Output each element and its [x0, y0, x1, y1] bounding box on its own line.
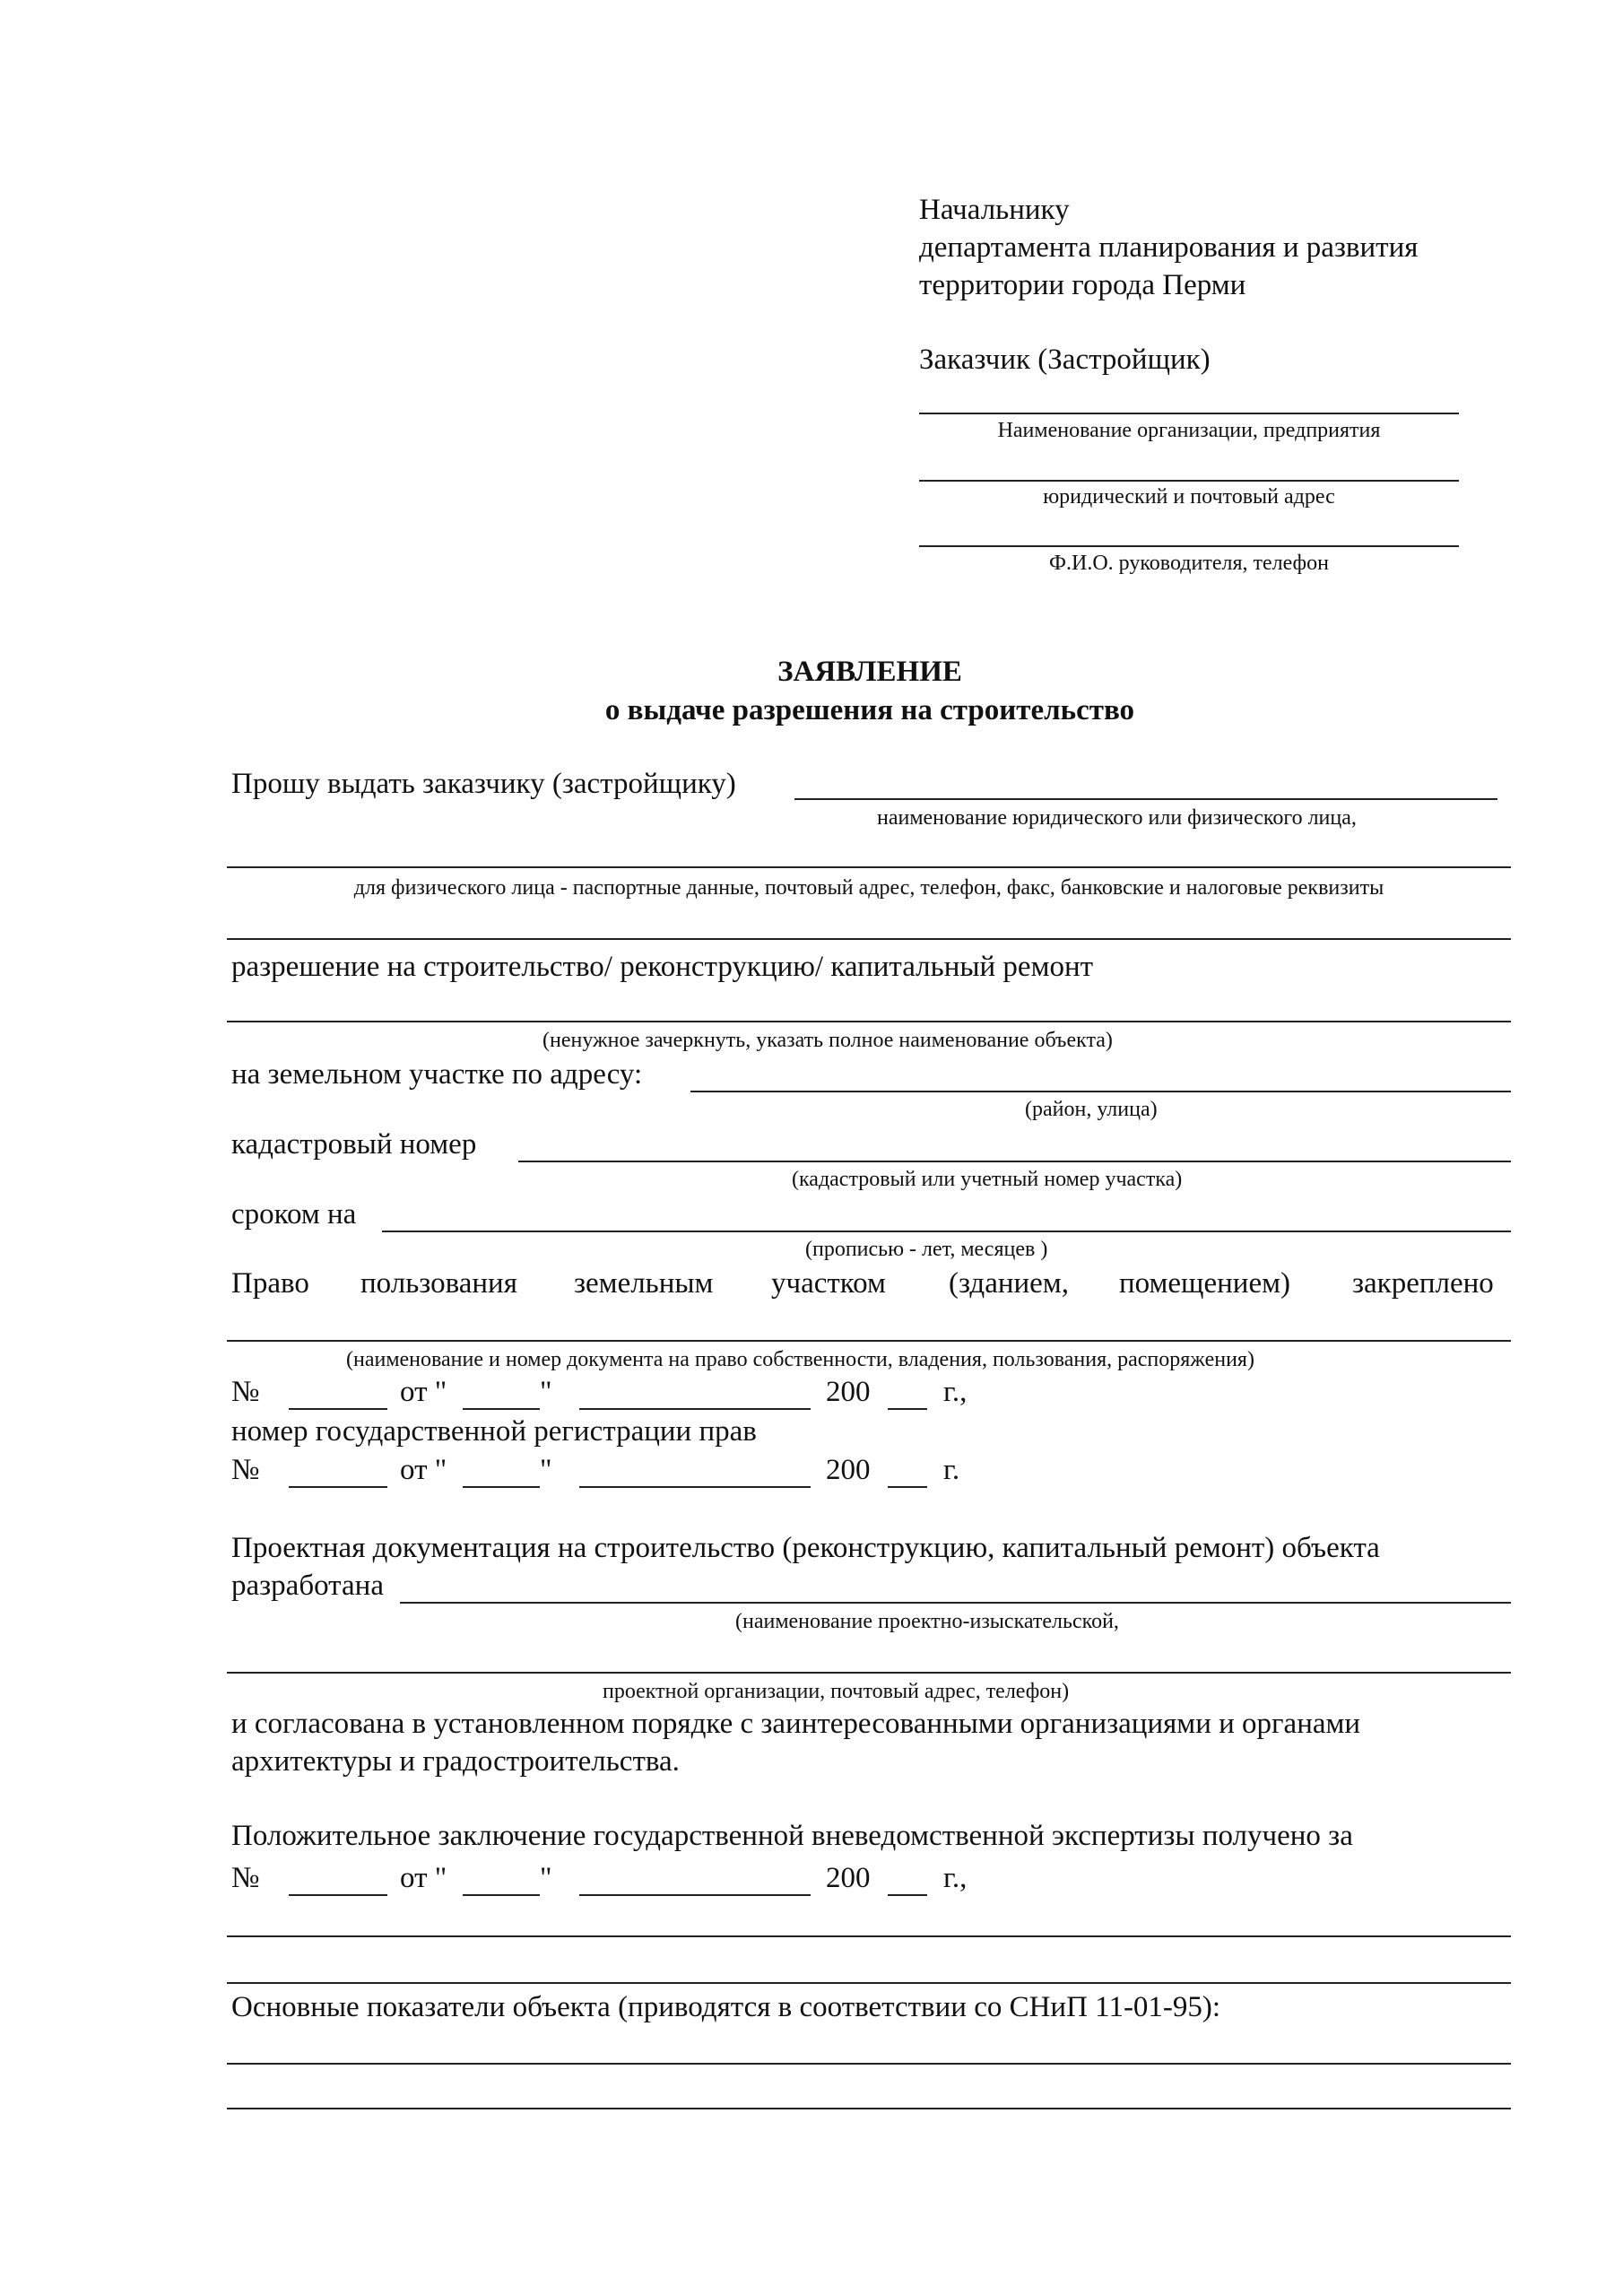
- doc-year-suffix: г.,: [943, 1376, 968, 1408]
- org-name-field[interactable]: [919, 413, 1459, 414]
- right-word-7: закреплено: [1352, 1267, 1494, 1300]
- doc-day-field[interactable]: [463, 1408, 540, 1410]
- indicators-field-2[interactable]: [227, 2108, 1511, 2109]
- document-subtitle: о выдаче разрешения на строительство: [604, 694, 1135, 726]
- org-address-field[interactable]: [919, 480, 1459, 482]
- land-hint: (район, улица): [1025, 1098, 1158, 1121]
- right-word-6: помещением): [1119, 1267, 1290, 1300]
- cadastral-hint: (кадастровый или учетный номер участка): [792, 1168, 1183, 1191]
- doc-number-field[interactable]: [289, 1408, 387, 1410]
- expertise-line: Положительное заключение государственной вневедомственной экспертизы получено за: [231, 1820, 1353, 1852]
- exp-number-sign: №: [231, 1862, 260, 1894]
- exp-day-field[interactable]: [463, 1894, 540, 1896]
- project-org-extra-field[interactable]: [227, 1672, 1511, 1674]
- registration-label: номер государственной регистрации прав: [231, 1415, 757, 1448]
- land-address-label: на земельном участке по адресу:: [231, 1058, 643, 1091]
- request-line: Прошу выдать заказчику (застройщику): [231, 768, 736, 800]
- reg-year-prefix: 200: [826, 1454, 871, 1486]
- addressee-line-2: департамента планирования и развития: [919, 231, 1419, 264]
- term-label: сроком на: [231, 1198, 357, 1231]
- expertise-extra-field-1[interactable]: [227, 1935, 1511, 1937]
- doc-month-field[interactable]: [579, 1408, 811, 1410]
- right-word-5: (зданием,: [949, 1267, 1069, 1300]
- project-line-1: Проектная документация на строительство (реконструкцию, капитальный ремонт) объекта: [231, 1532, 1380, 1564]
- right-word-2: пользования: [360, 1267, 517, 1300]
- permit-hint: (ненужное зачеркнуть, указать полное наименование объекта): [542, 1029, 1113, 1052]
- reg-year-field[interactable]: [888, 1486, 927, 1488]
- permit-line: разрешение на строительство/ реконструкцию/ капитальный ремонт: [231, 951, 1094, 983]
- right-word-1: Право: [231, 1267, 309, 1300]
- exp-year-field[interactable]: [888, 1894, 927, 1896]
- exp-year-suffix: г.,: [943, 1862, 968, 1894]
- document-title: ЗАЯВЛЕНИЕ: [777, 656, 962, 688]
- org-address-hint: юридический и почтовый адрес: [1043, 485, 1335, 509]
- indicators-line: Основные показатели объекта (приводятся в соответствии со СНиП 11-01-95):: [231, 1991, 1221, 2023]
- doc-year-prefix: 200: [826, 1376, 871, 1408]
- cadastral-label: кадастровый номер: [231, 1128, 477, 1161]
- doc-number-sign: №: [231, 1376, 260, 1408]
- object-name-field[interactable]: [227, 1021, 1511, 1022]
- head-name-hint: Ф.И.О. руководителя, телефон: [1049, 552, 1329, 575]
- right-document-field[interactable]: [227, 1340, 1511, 1342]
- indicators-field-1[interactable]: [227, 2063, 1511, 2065]
- reg-month-field[interactable]: [579, 1486, 811, 1488]
- reg-number-field[interactable]: [289, 1486, 387, 1488]
- project-hint-1: (наименование проектно-изыскательской,: [735, 1610, 1119, 1633]
- reg-from-label: от ": [400, 1454, 447, 1486]
- cadastral-number-field[interactable]: [518, 1161, 1511, 1162]
- addressee-line-3: территории города Перми: [919, 269, 1246, 301]
- addressee-line-1: Начальнику: [919, 194, 1070, 226]
- doc-from-label: от ": [400, 1376, 447, 1408]
- reg-number-sign: №: [231, 1454, 260, 1486]
- doc-close-quote: ": [540, 1376, 552, 1408]
- org-name-hint: Наименование организации, предприятия: [997, 419, 1381, 442]
- agreed-line-1: и согласована в установленном порядке с заинтересованными организациями и органами: [231, 1708, 1361, 1740]
- exp-from-label: от ": [400, 1862, 447, 1894]
- customer-label: Заказчик (Застройщик): [919, 344, 1211, 376]
- person-hint: наименование юридического или физического лица,: [877, 806, 1357, 830]
- customer-details-field[interactable]: [227, 866, 1511, 868]
- right-word-3: земельным: [574, 1267, 714, 1300]
- reg-close-quote: ": [540, 1454, 552, 1486]
- customer-name-field[interactable]: [794, 798, 1497, 800]
- expertise-extra-field-2[interactable]: [227, 1982, 1511, 1984]
- project-line-2: разработана: [231, 1570, 384, 1602]
- customer-extra-field[interactable]: [227, 938, 1511, 940]
- agreed-line-2: архитектуры и градостроительства.: [231, 1745, 680, 1778]
- reg-day-field[interactable]: [463, 1486, 540, 1488]
- land-address-field[interactable]: [690, 1091, 1511, 1092]
- individual-hint: для физического лица - паспортные данные, почтовый адрес, телефон, факс, банковские и налоговые реквизиты: [353, 876, 1384, 900]
- head-name-field[interactable]: [919, 545, 1459, 547]
- project-org-field[interactable]: [400, 1602, 1511, 1604]
- right-hint: (наименование и номер документа на право собственности, владения, пользования, распоряжения): [346, 1348, 1254, 1371]
- exp-month-field[interactable]: [579, 1894, 811, 1896]
- exp-year-prefix: 200: [826, 1862, 871, 1894]
- doc-year-field[interactable]: [888, 1408, 927, 1410]
- right-word-4: участком: [771, 1267, 886, 1300]
- exp-close-quote: ": [540, 1862, 552, 1894]
- term-field[interactable]: [382, 1231, 1511, 1232]
- term-hint: (прописью - лет, месяцев ): [805, 1238, 1048, 1261]
- exp-number-field[interactable]: [289, 1894, 387, 1896]
- project-hint-2: проектной организации, почтовый адрес, телефон): [603, 1680, 1070, 1703]
- reg-year-suffix: г.: [943, 1454, 960, 1486]
